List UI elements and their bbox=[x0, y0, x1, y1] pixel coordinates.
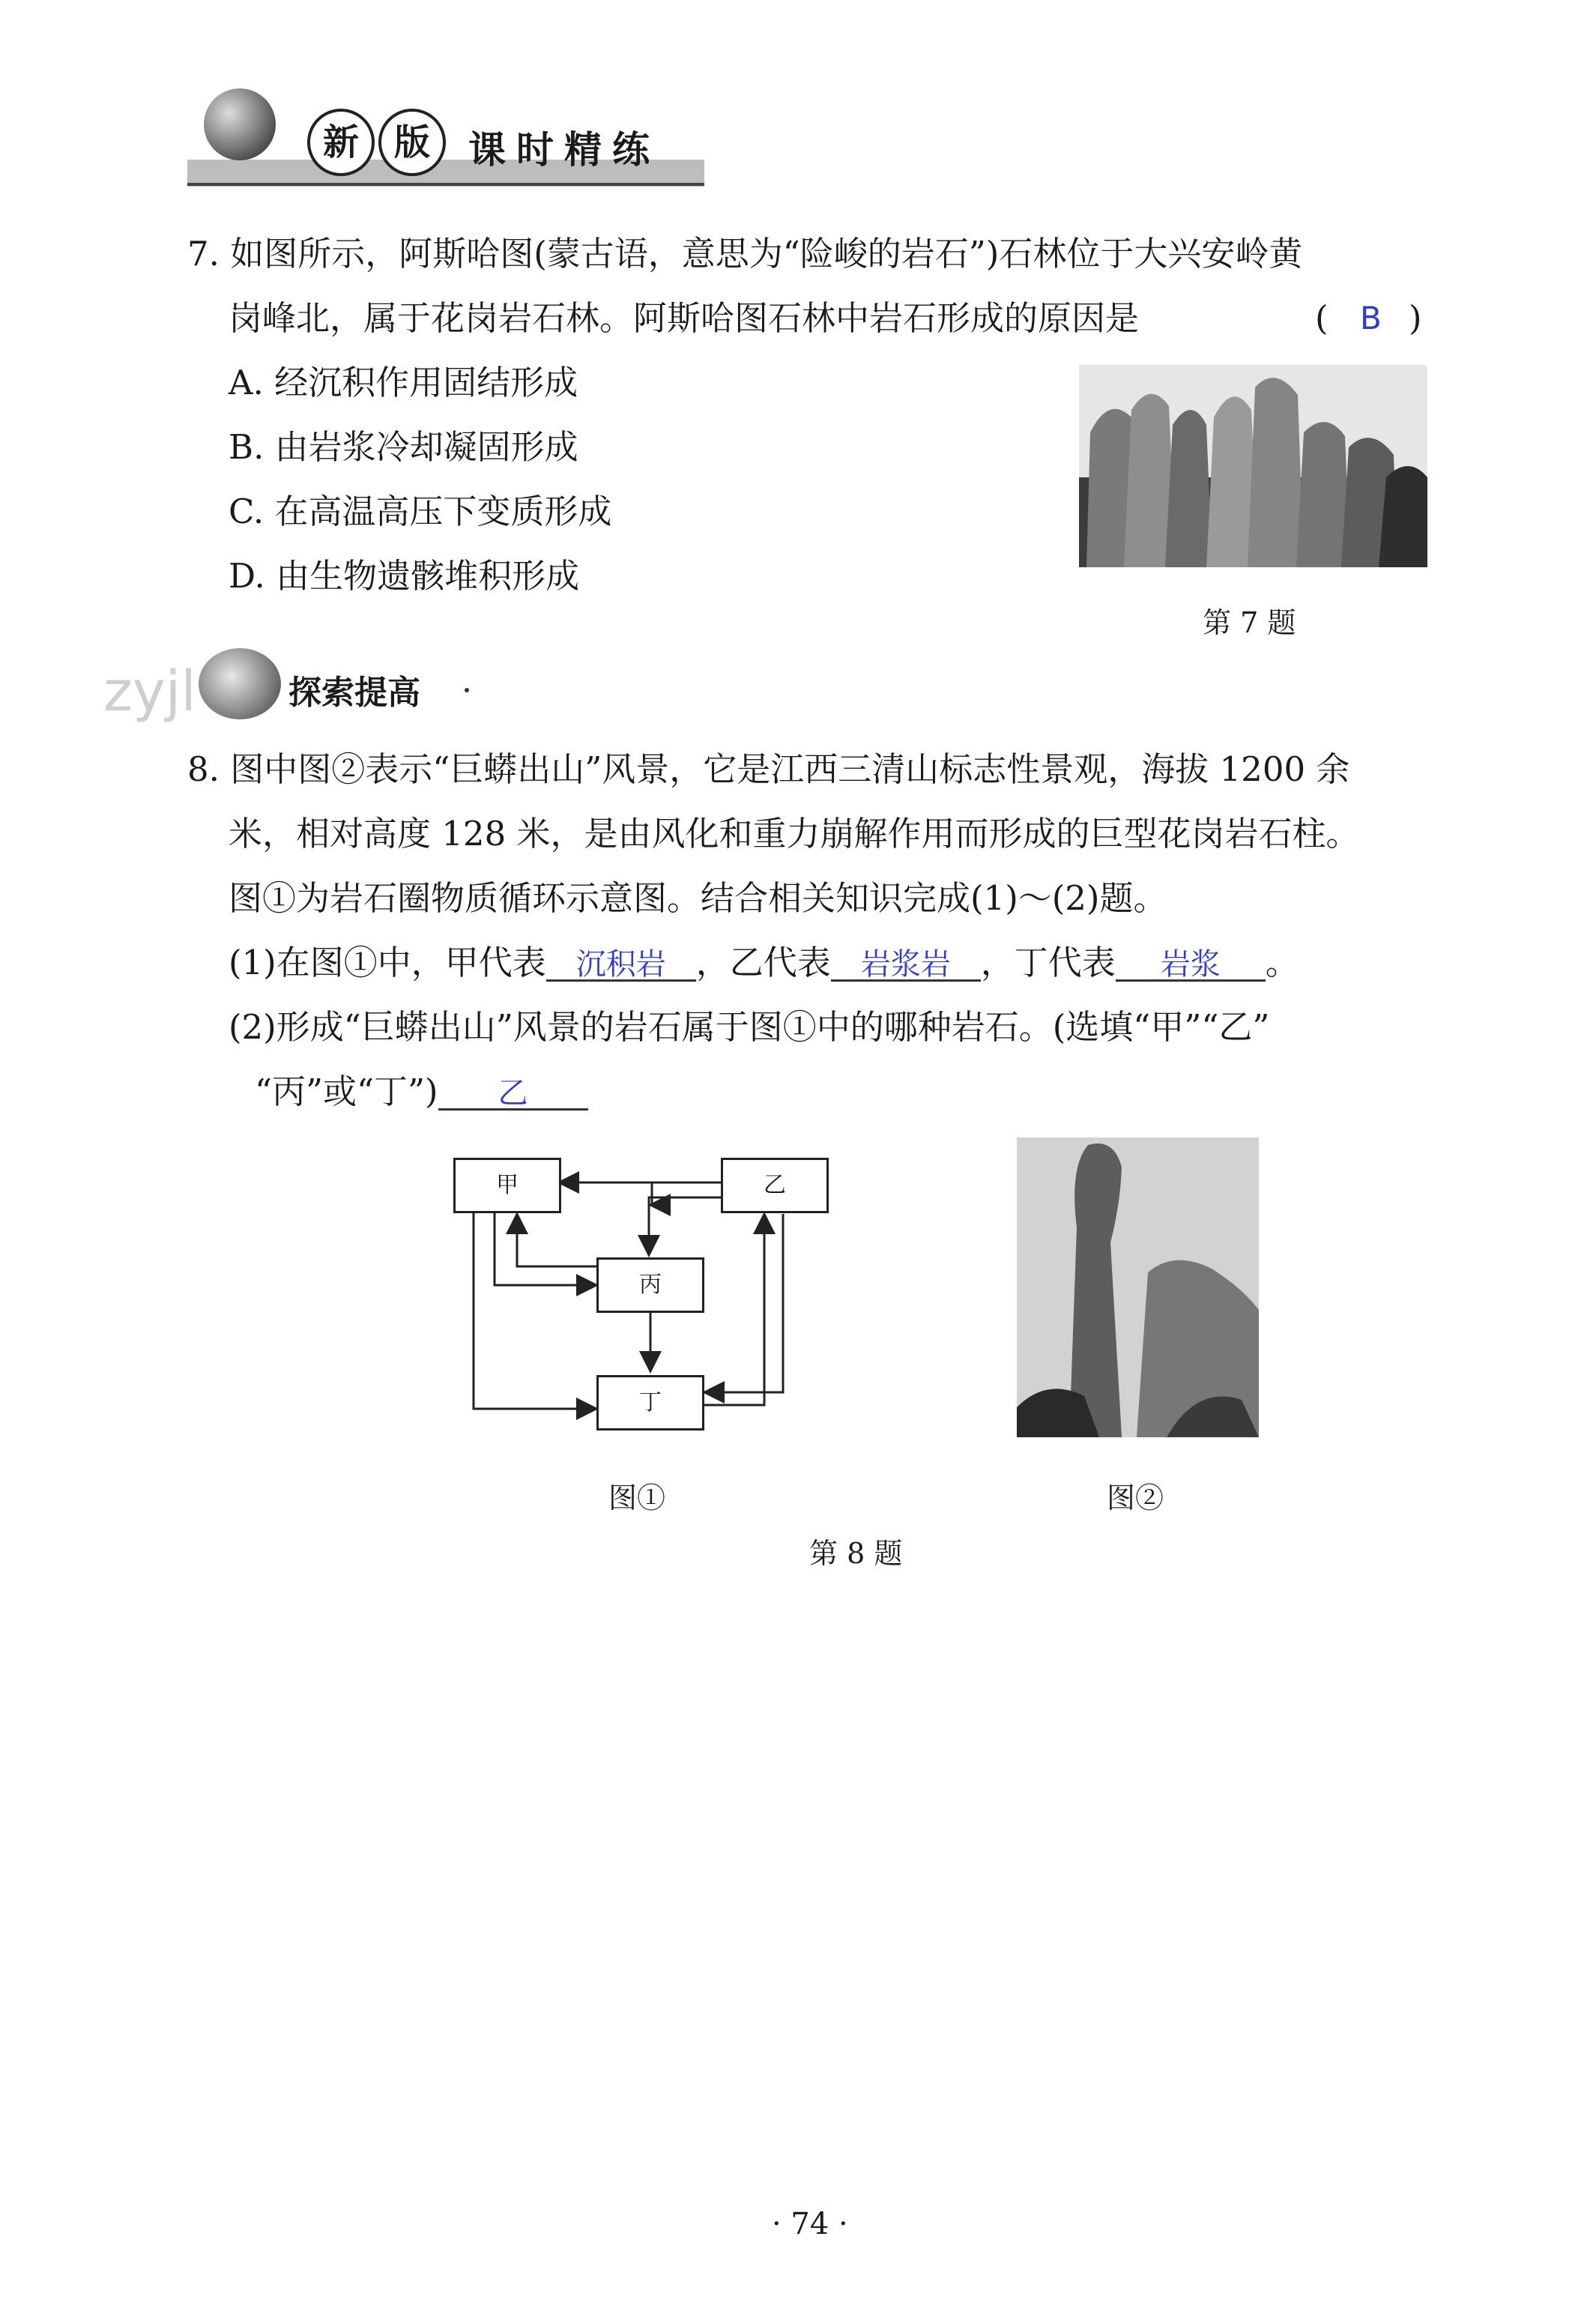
globe-icon bbox=[204, 88, 276, 160]
diagram-box-bing: 丙 bbox=[596, 1257, 704, 1313]
q7-option-b: B. 由岩浆冷却凝固形成 bbox=[229, 427, 578, 467]
section-dot bbox=[465, 688, 469, 692]
q8-sub2-line-2 bbox=[255, 1072, 588, 1111]
watermark-text: zyjl bbox=[103, 659, 196, 724]
q8-sub1-part-2: ，乙代表 bbox=[695, 943, 831, 982]
diagram-box-ding: 丁 bbox=[596, 1375, 704, 1431]
q8-sub1-part-4: 。 bbox=[1265, 943, 1299, 982]
q7-bracket-close: ) bbox=[1409, 298, 1422, 338]
rock-cycle-diagram bbox=[450, 1154, 839, 1439]
q8-line-2: 米，相对高度 128 米，是由风化和重力崩解作用而形成的巨型花岗岩石柱。 bbox=[229, 814, 1360, 854]
q7-figure-caption: 第 7 题 bbox=[1203, 606, 1296, 639]
q7-option-c: C. 在高温高压下变质形成 bbox=[229, 492, 612, 531]
diagram-box-yi: 乙 bbox=[721, 1158, 829, 1213]
q8-answer-jia: 沉积岩 bbox=[546, 949, 696, 982]
q7-option-a: A. 经沉积作用固结形成 bbox=[229, 363, 578, 402]
q8-fig1-caption: 图① bbox=[608, 1481, 666, 1514]
q8-sub2-prompt: “丙”或“丁”) bbox=[255, 1072, 438, 1111]
q8-sub1-part-1: (1)在图①中，甲代表 bbox=[229, 943, 546, 982]
q8-sub1 bbox=[229, 943, 1299, 982]
q8-sub2-line-1: (2)形成“巨蟒出山”风景的岩石属于图①中的哪种岩石。(选填“甲”“乙” bbox=[229, 1007, 1270, 1047]
section-title: 探索提高 bbox=[288, 674, 420, 712]
q8-fig2-caption: 图② bbox=[1107, 1481, 1164, 1514]
diagram-box-jia: 甲 bbox=[453, 1158, 561, 1213]
q8-figure-caption: 第 8 题 bbox=[809, 1537, 903, 1570]
series-title: 课时精练 bbox=[468, 128, 660, 172]
q7-option-d: D. 由生物遗骸堆积形成 bbox=[229, 556, 580, 596]
header-rule bbox=[187, 183, 704, 186]
q8-python-peak-photo bbox=[1017, 1138, 1259, 1437]
q7-stone-forest-photo bbox=[1079, 365, 1427, 567]
explore-icon bbox=[199, 648, 281, 719]
q8-answer-ding: 岩浆 bbox=[1116, 949, 1266, 982]
q7-line-2: 岗峰北，属于花岗岩石林。阿斯哈图石林中岩石形成的原因是 bbox=[229, 298, 1140, 338]
header-badge-new: 新 bbox=[307, 109, 375, 176]
q8-sub1-part-3: ，丁代表 bbox=[980, 943, 1116, 982]
header-badge-edition: 版 bbox=[378, 109, 446, 176]
q7-answer: B bbox=[1360, 300, 1382, 336]
q8-line-3: 图①为岩石圈物质循环示意图。结合相关知识完成(1)～(2)题。 bbox=[229, 878, 1167, 918]
page-number: · 74 · bbox=[772, 2207, 848, 2241]
q7-bracket-open: ( bbox=[1315, 298, 1329, 338]
q8-answer-yi: 岩浆岩 bbox=[831, 949, 981, 982]
q8-sub2-answer: 乙 bbox=[438, 1078, 588, 1111]
q7-line-1: 7. 如图所示，阿斯哈图(蒙古语，意思为“险峻的岩石”)石林位于大兴安岭黄 bbox=[187, 234, 1303, 274]
q8-line-1: 8. 图中图②表示“巨蟒出山”风景，它是江西三清山标志性景观，海拔 1200 余 bbox=[187, 749, 1350, 789]
